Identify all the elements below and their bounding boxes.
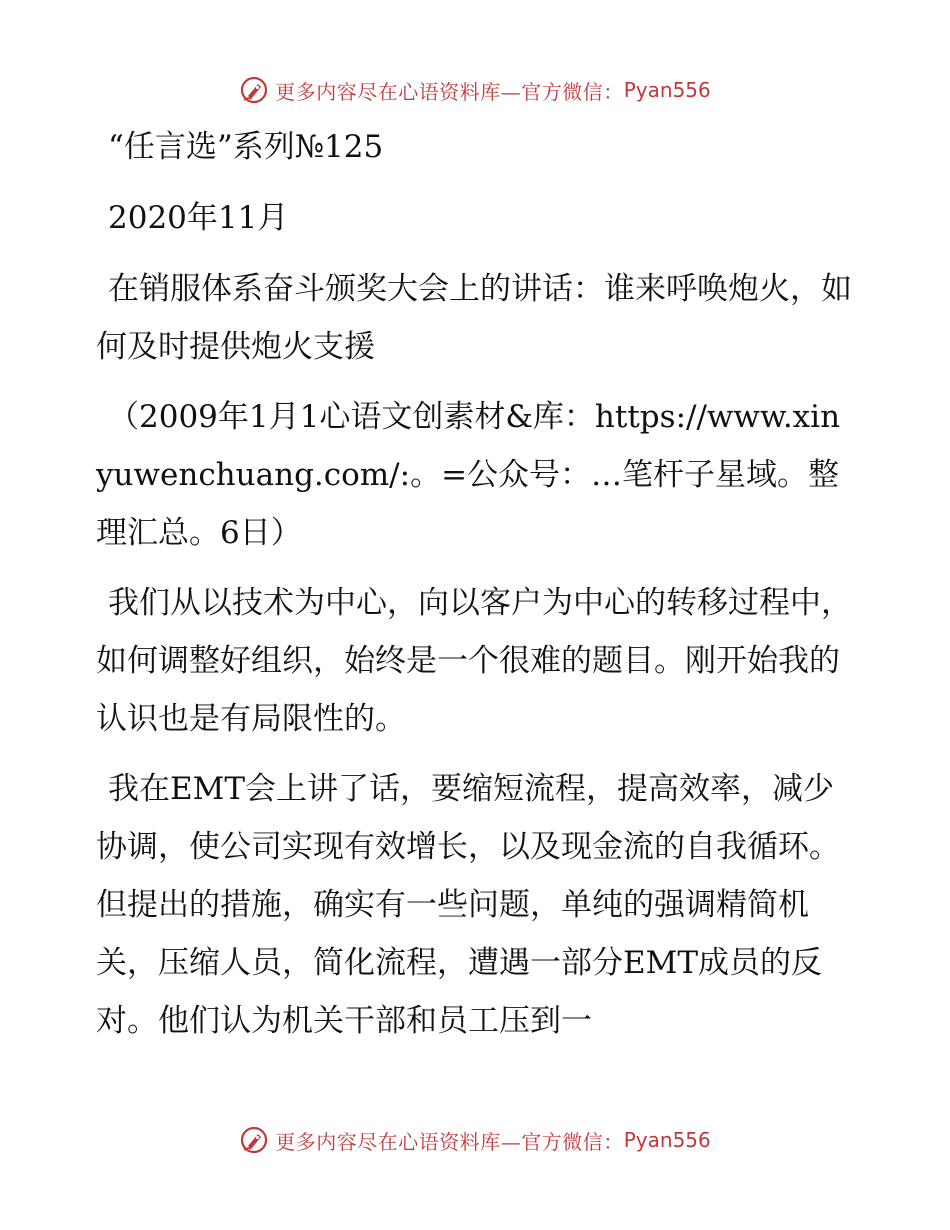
body-paragraph-2: 我在EMT会上讲了话，要缩短流程，提高效率，减少协调，使公司实现有效增长，以及现金流的自我循环。但提出的措施，确实有一些问题，单纯的强调精简机关，压缩人员，简化流程，遭遇一部分EMT成员的反对。他们认为机关干部和员工压到一 (96, 771, 840, 1039)
watermark-wechat-id: Pyan556 (623, 78, 711, 102)
footer-watermark-banner (0, 1120, 950, 1160)
series-line: “任言选”系列№125 (108, 129, 384, 165)
watermark-wechat-id: Pyan556 (623, 1128, 711, 1152)
watermark-text: 更多内容尽在心语资料库—官方微信： (275, 79, 624, 104)
source-note: （2009年1月1心语文创素材&库：https://www.xinyuwenchuang.com/:。=公众号：…笔杆子星域。整理汇总。6日） (96, 399, 841, 551)
pen-nib-logo-icon (239, 75, 269, 105)
body-paragraph-1: 我们从以技术为中心，向以客户为中心的转移过程中，如何调整好组织，始终是一个很难的题目。刚开始我的认识也是有局限性的。 (96, 585, 852, 737)
date-line: 2020年11月 (108, 200, 289, 236)
pen-nib-logo-icon (239, 1125, 269, 1155)
document-body (96, 118, 856, 1062)
document-title: 在销服体系奋斗颁奖大会上的讲话：谁来呼唤炮火，如何及时提供炮火支援 (96, 271, 852, 365)
watermark-text: 更多内容尽在心语资料库—官方微信： (275, 1129, 624, 1154)
header-watermark-banner (0, 70, 950, 110)
